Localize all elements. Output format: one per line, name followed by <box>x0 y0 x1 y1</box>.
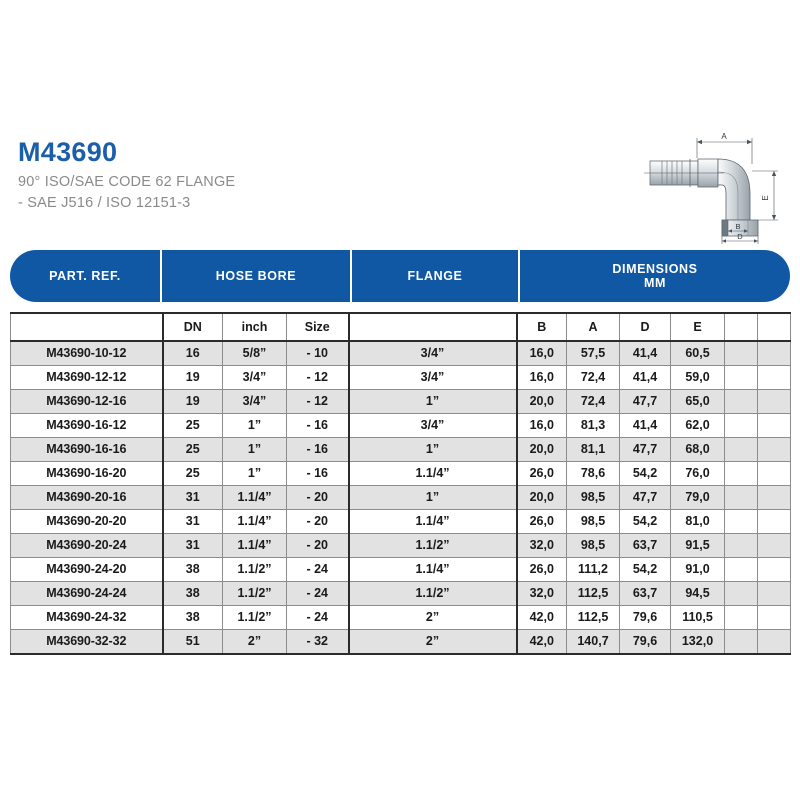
cell-b: 16,0 <box>517 341 567 366</box>
cell-inch: 1.1/2” <box>223 606 287 630</box>
table-row[interactable] <box>11 534 791 558</box>
cell-part-ref: M43690-20-24 <box>11 534 163 558</box>
cell-dn: 38 <box>163 558 223 582</box>
banner-dimensions-unit: MM <box>643 276 667 290</box>
cell-extra-2 <box>758 366 791 390</box>
cell-extra-2 <box>758 582 791 606</box>
cell-extra-1 <box>725 438 758 462</box>
cell-part-ref: M43690-16-20 <box>11 462 163 486</box>
cell-flange: 1” <box>349 438 517 462</box>
cell-part-ref: M43690-10-12 <box>11 341 163 366</box>
dimension-d-label: D <box>737 232 743 241</box>
cell-flange: 3/4” <box>349 366 517 390</box>
cell-dn: 19 <box>163 390 223 414</box>
table-row[interactable] <box>11 510 791 534</box>
cell-extra-1 <box>725 341 758 366</box>
cell-d: 47,7 <box>620 390 671 414</box>
cell-inch: 1” <box>223 462 287 486</box>
cell-b: 26,0 <box>517 462 567 486</box>
cell-dn: 25 <box>163 462 223 486</box>
cell-b: 20,0 <box>517 390 567 414</box>
cell-extra-2 <box>758 630 791 655</box>
cell-a: 57,5 <box>567 341 620 366</box>
cell-extra-1 <box>725 414 758 438</box>
cell-b: 26,0 <box>517 510 567 534</box>
subheader-inch: inch <box>223 313 287 341</box>
subheader-extra-2 <box>758 313 791 341</box>
table-row[interactable] <box>11 438 791 462</box>
table-row[interactable] <box>11 582 791 606</box>
cell-dn: 31 <box>163 510 223 534</box>
banner-dimensions <box>518 250 790 302</box>
cell-dn: 25 <box>163 414 223 438</box>
subheader-part-ref <box>11 313 163 341</box>
cell-a: 98,5 <box>567 510 620 534</box>
cell-inch: 1.1/2” <box>223 558 287 582</box>
cell-extra-1 <box>725 366 758 390</box>
cell-extra-1 <box>725 630 758 655</box>
cell-extra-2 <box>758 558 791 582</box>
subheader-e: E <box>671 313 725 341</box>
dimension-a-label: A <box>721 132 727 141</box>
cell-extra-2 <box>758 462 791 486</box>
cell-inch: 1.1/4” <box>223 534 287 558</box>
table-banner <box>10 250 790 302</box>
cell-dn: 19 <box>163 366 223 390</box>
subheader-a: A <box>567 313 620 341</box>
cell-extra-1 <box>725 606 758 630</box>
cell-b: 42,0 <box>517 606 567 630</box>
cell-part-ref: M43690-20-20 <box>11 510 163 534</box>
table-subheader-row <box>11 313 791 341</box>
table-row[interactable] <box>11 366 791 390</box>
cell-d: 41,4 <box>620 341 671 366</box>
cell-part-ref: M43690-16-16 <box>11 438 163 462</box>
fitting-diagram-svg <box>640 128 792 246</box>
cell-a: 98,5 <box>567 486 620 510</box>
cell-e: 110,5 <box>671 606 725 630</box>
subheader-flange <box>349 313 517 341</box>
cell-flange: 2” <box>349 606 517 630</box>
cell-d: 47,7 <box>620 438 671 462</box>
cell-size: - 16 <box>287 438 349 462</box>
cell-a: 72,4 <box>567 366 620 390</box>
cell-e: 59,0 <box>671 366 725 390</box>
subheader-b: B <box>517 313 567 341</box>
cell-size: - 32 <box>287 630 349 655</box>
cell-size: - 20 <box>287 534 349 558</box>
cell-a: 111,2 <box>567 558 620 582</box>
cell-b: 32,0 <box>517 582 567 606</box>
cell-part-ref: M43690-24-20 <box>11 558 163 582</box>
cell-dn: 16 <box>163 341 223 366</box>
cell-b: 20,0 <box>517 486 567 510</box>
cell-inch: 5/8” <box>223 341 287 366</box>
cell-d: 54,2 <box>620 510 671 534</box>
cell-size: - 20 <box>287 510 349 534</box>
cell-extra-2 <box>758 606 791 630</box>
cell-e: 79,0 <box>671 486 725 510</box>
cell-extra-2 <box>758 438 791 462</box>
specification-table-wrapper <box>10 250 790 655</box>
cell-dn: 51 <box>163 630 223 655</box>
banner-part-ref-label: PART. REF. <box>49 268 121 283</box>
cell-extra-2 <box>758 414 791 438</box>
cell-size: - 12 <box>287 390 349 414</box>
cell-inch: 2” <box>223 630 287 655</box>
cell-inch: 1” <box>223 438 287 462</box>
cell-d: 54,2 <box>620 462 671 486</box>
cell-flange: 3/4” <box>349 414 517 438</box>
cell-d: 79,6 <box>620 630 671 655</box>
cell-part-ref: M43690-24-32 <box>11 606 163 630</box>
cell-dn: 31 <box>163 486 223 510</box>
cell-size: - 16 <box>287 414 349 438</box>
cell-a: 81,3 <box>567 414 620 438</box>
cell-d: 54,2 <box>620 558 671 582</box>
cell-d: 79,6 <box>620 606 671 630</box>
product-figure <box>640 128 792 246</box>
cell-inch: 1” <box>223 414 287 438</box>
table-row[interactable] <box>11 630 791 655</box>
table-subheader <box>11 313 791 341</box>
banner-flange <box>350 250 518 302</box>
product-description-line-1: 90° ISO/SAE CODE 62 FLANGE <box>18 174 236 191</box>
cell-flange: 1” <box>349 390 517 414</box>
table-row[interactable] <box>11 341 791 366</box>
cell-a: 98,5 <box>567 534 620 558</box>
cell-flange: 2” <box>349 630 517 655</box>
cell-part-ref: M43690-16-12 <box>11 414 163 438</box>
cell-extra-2 <box>758 534 791 558</box>
cell-e: 60,5 <box>671 341 725 366</box>
table-row[interactable] <box>11 486 791 510</box>
cell-extra-1 <box>725 462 758 486</box>
cell-extra-1 <box>725 486 758 510</box>
cell-part-ref: M43690-32-32 <box>11 630 163 655</box>
product-code: M43690 <box>18 137 118 167</box>
cell-a: 78,6 <box>567 462 620 486</box>
cell-size: - 20 <box>287 486 349 510</box>
cell-size: - 24 <box>287 606 349 630</box>
cell-b: 16,0 <box>517 366 567 390</box>
cell-extra-2 <box>758 341 791 366</box>
dimension-b-label: B <box>735 222 741 231</box>
subheader-extra-1 <box>725 313 758 341</box>
cell-a: 81,1 <box>567 438 620 462</box>
cell-extra-2 <box>758 486 791 510</box>
cell-d: 63,7 <box>620 582 671 606</box>
cell-flange: 1.1/4” <box>349 558 517 582</box>
cell-inch: 1.1/4” <box>223 486 287 510</box>
subheader-d: D <box>620 313 671 341</box>
product-description <box>18 172 638 213</box>
cell-a: 112,5 <box>567 606 620 630</box>
cell-flange: 1.1/4” <box>349 510 517 534</box>
banner-hose-bore-label: HOSE BORE <box>215 268 297 283</box>
cell-inch: 3/4” <box>223 390 287 414</box>
cell-part-ref: M43690-12-12 <box>11 366 163 390</box>
cell-b: 42,0 <box>517 630 567 655</box>
cell-a: 140,7 <box>567 630 620 655</box>
banner-dimensions-label: DIMENSIONS <box>612 261 698 276</box>
cell-part-ref: M43690-24-24 <box>11 582 163 606</box>
cell-e: 76,0 <box>671 462 725 486</box>
dimension-e-label: E <box>761 195 770 201</box>
banner-part-ref <box>10 250 160 302</box>
cell-b: 16,0 <box>517 414 567 438</box>
cell-a: 112,5 <box>567 582 620 606</box>
banner-dimensions-block <box>612 262 697 291</box>
specification-table <box>10 312 791 655</box>
cell-part-ref: M43690-12-16 <box>11 390 163 414</box>
cell-part-ref: M43690-20-16 <box>11 486 163 510</box>
cell-dn: 38 <box>163 606 223 630</box>
cell-extra-1 <box>725 510 758 534</box>
cell-flange: 1.1/2” <box>349 582 517 606</box>
cell-e: 65,0 <box>671 390 725 414</box>
cell-d: 47,7 <box>620 486 671 510</box>
cell-size: - 16 <box>287 462 349 486</box>
cell-flange: 1.1/4” <box>349 462 517 486</box>
cell-e: 81,0 <box>671 510 725 534</box>
table-body <box>11 341 791 654</box>
table-row[interactable] <box>11 414 791 438</box>
cell-extra-1 <box>725 558 758 582</box>
cell-dn: 38 <box>163 582 223 606</box>
cell-inch: 3/4” <box>223 366 287 390</box>
cell-e: 94,5 <box>671 582 725 606</box>
cell-extra-2 <box>758 510 791 534</box>
cell-b: 32,0 <box>517 534 567 558</box>
cell-size: - 10 <box>287 341 349 366</box>
product-header <box>18 138 638 214</box>
cell-flange: 3/4” <box>349 341 517 366</box>
cell-e: 91,0 <box>671 558 725 582</box>
cell-e: 68,0 <box>671 438 725 462</box>
cell-size: - 12 <box>287 366 349 390</box>
cell-flange: 1.1/2” <box>349 534 517 558</box>
cell-dn: 25 <box>163 438 223 462</box>
cell-extra-2 <box>758 390 791 414</box>
cell-e: 132,0 <box>671 630 725 655</box>
cell-b: 20,0 <box>517 438 567 462</box>
table-row[interactable] <box>11 606 791 630</box>
cell-d: 63,7 <box>620 534 671 558</box>
banner-flange-label: FLANGE <box>407 268 463 283</box>
cell-inch: 1.1/4” <box>223 510 287 534</box>
elbow-bend <box>718 159 750 220</box>
cell-extra-1 <box>725 390 758 414</box>
cell-dn: 31 <box>163 534 223 558</box>
cell-e: 91,5 <box>671 534 725 558</box>
cell-size: - 24 <box>287 558 349 582</box>
cell-extra-1 <box>725 582 758 606</box>
product-description-line-2: - SAE J516 / ISO 12151-3 <box>18 194 191 211</box>
cell-flange: 1” <box>349 486 517 510</box>
cell-b: 26,0 <box>517 558 567 582</box>
cell-d: 41,4 <box>620 366 671 390</box>
cell-e: 62,0 <box>671 414 725 438</box>
table-row[interactable] <box>11 390 791 414</box>
subheader-dn: DN <box>163 313 223 341</box>
subheader-size: Size <box>287 313 349 341</box>
cell-extra-1 <box>725 534 758 558</box>
banner-hose-bore <box>160 250 350 302</box>
cell-d: 41,4 <box>620 414 671 438</box>
table-row[interactable] <box>11 462 791 486</box>
cell-size: - 24 <box>287 582 349 606</box>
cell-inch: 1.1/2” <box>223 582 287 606</box>
table-row[interactable] <box>11 558 791 582</box>
cell-a: 72,4 <box>567 390 620 414</box>
